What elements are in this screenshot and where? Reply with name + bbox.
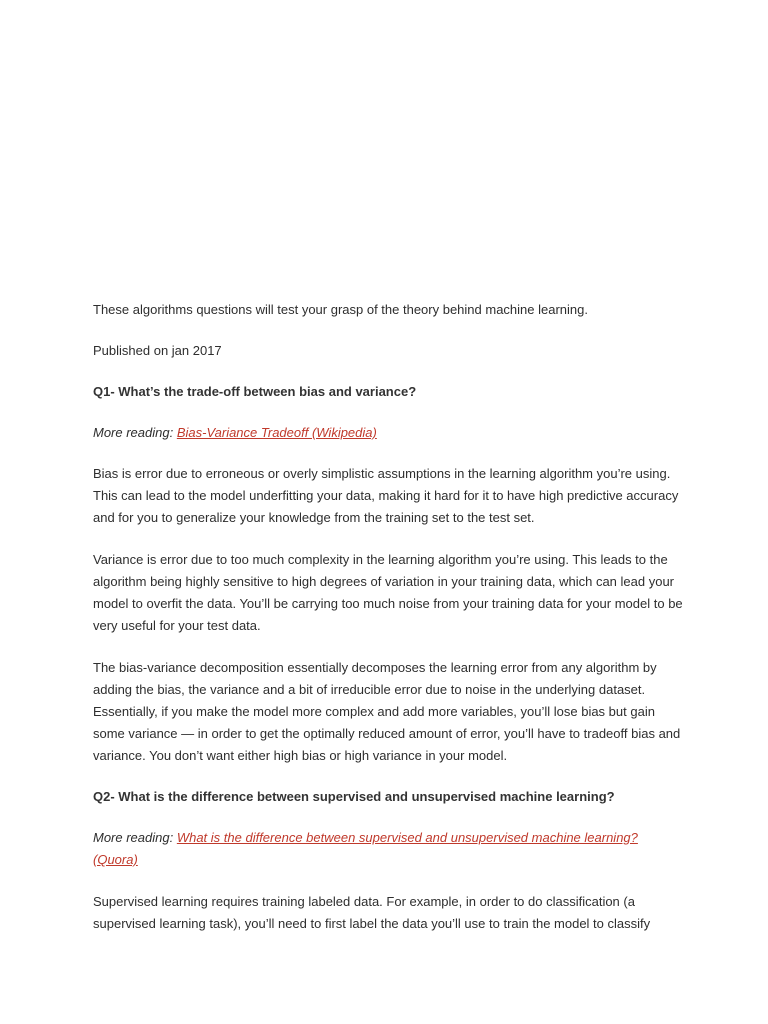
q1-paragraph-decomposition: The bias-variance decomposition essentially decomposes the learning error from any algorithm by adding the bias, the variance and a bit of irreducible error due to noise in the underlying dataset. Essentially, if you make the model more complex and add more variables, you’ll lose bias but gain some variance — in order to get the optimally reduced amount of error, you’ll have to tradeoff bias and variance. You don’t want either high bias or high variance in your model. — [93, 660, 681, 763]
question-2-heading: Q2- What is the difference between supervised and unsupervised machine learning? — [93, 789, 615, 804]
q1-paragraph-variance: Variance is error due to too much complexity in the learning algorithm you’re using. This leads to the algorithm being highly sensitive to high degrees of variation in your training data, which can lead your model to overfit the data. You’ll be carrying too much noise from your training data for your model to be very useful for your test data. — [93, 552, 683, 633]
published-date: Published on jan 2017 — [93, 343, 222, 358]
q1-paragraph-bias: Bias is error due to erroneous or overly simplistic assumptions in the learning algorithm you’re using. This can lead to the model underfitting your data, making it hard for it to have high predictive accuracy and for you to generalize your knowledge from the training set to the test set. — [93, 466, 679, 525]
q1-reading-link[interactable]: Bias-Variance Tradeoff (Wikipedia) — [176, 425, 377, 440]
q2-paragraph-supervised: Supervised learning requires training labeled data. For example, in order to do classification (a supervised learning task), you’ll need to first label the data you’ll use to train the model to classify — [93, 894, 651, 931]
question-1-heading: Q1- What’s the trade-off between bias and variance? — [93, 384, 417, 399]
q2-reading-link[interactable]: What is the difference between supervised and unsupervised machine learning? (Quora) — [93, 830, 638, 867]
more-reading-label: More reading: — [93, 425, 177, 440]
q2-more-reading — [93, 827, 683, 871]
intro-text: These algorithms questions will test your grasp of the theory behind machine learning. — [93, 302, 588, 317]
more-reading-label: More reading: — [93, 830, 177, 845]
document-body — [93, 299, 683, 935]
q1-more-reading — [93, 422, 683, 444]
